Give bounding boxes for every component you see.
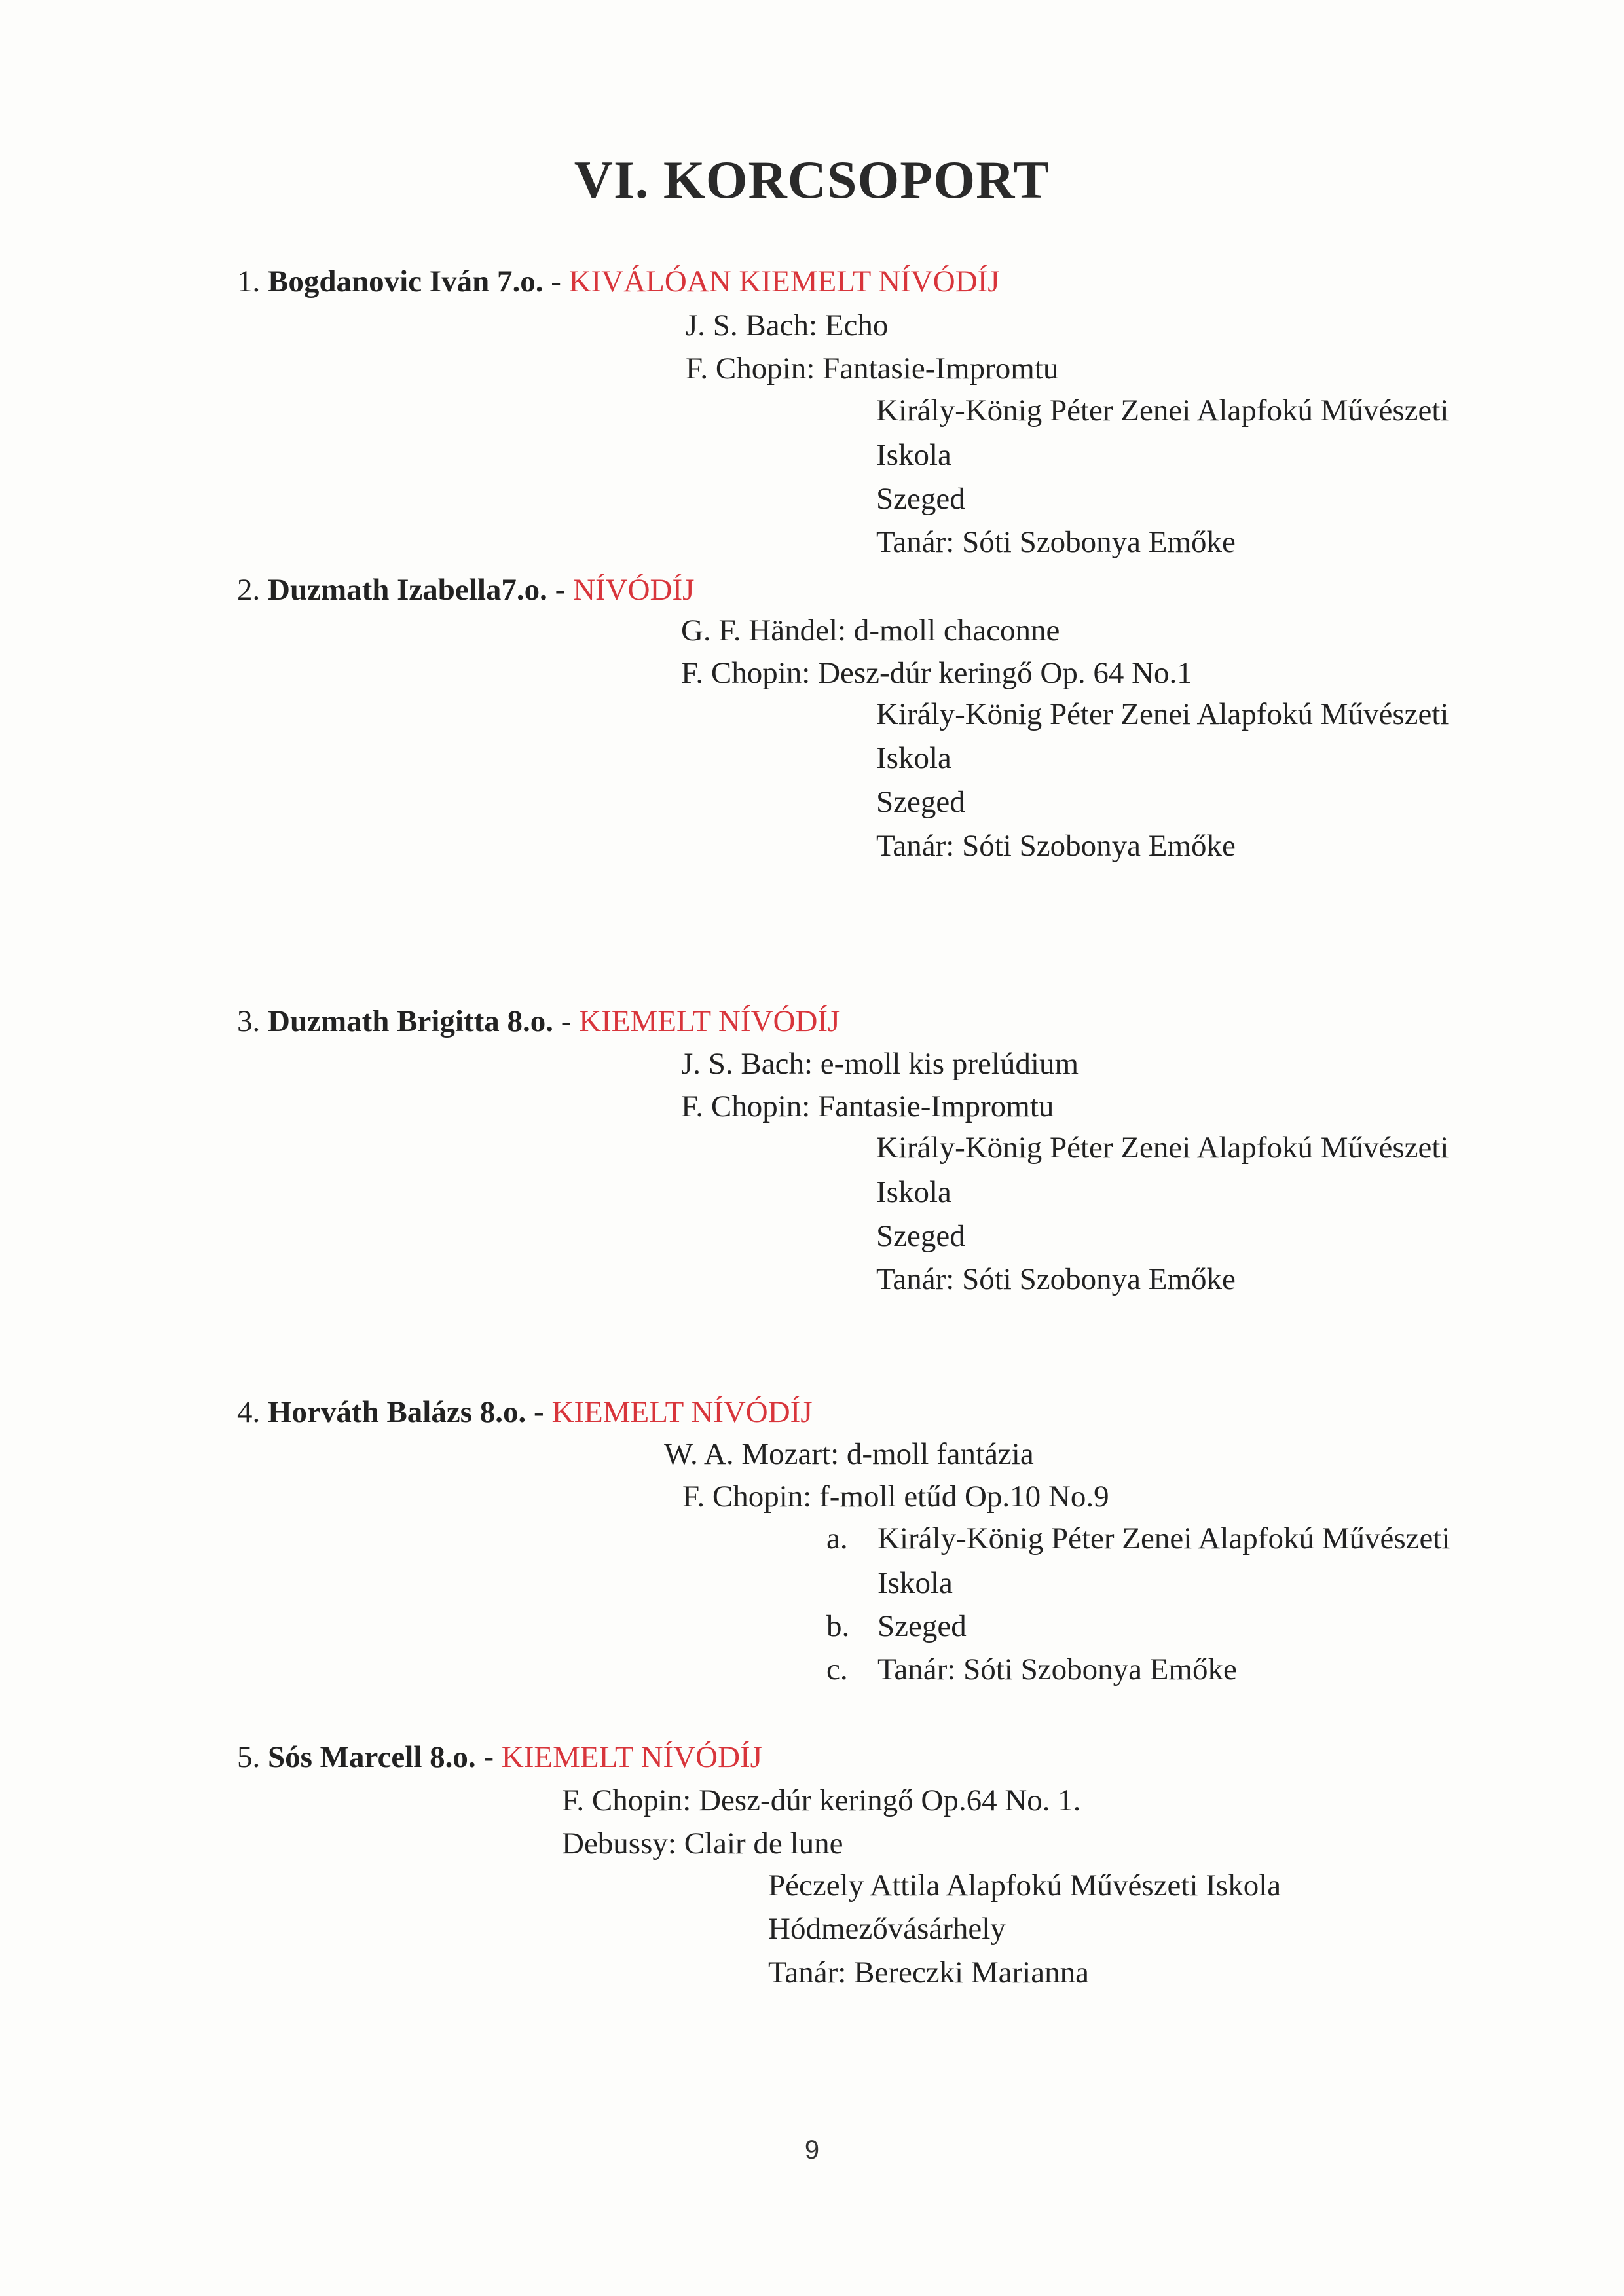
school-text: Király-König Péter Zenei Alapfokú Művészeti xyxy=(877,1522,1450,1556)
school-line xyxy=(826,1520,1450,1557)
school-line: Király-König Péter Zenei Alapfokú Művészeti xyxy=(876,1131,1449,1165)
piece-line: F. Chopin: Desz-dúr keringő Op.64 No. 1. xyxy=(562,1783,1081,1817)
entry-number: 3. xyxy=(237,1004,261,1038)
award-label: KIEMELT NÍVÓDÍJ xyxy=(579,1004,840,1038)
student-name: Horváth Balázs 8.o. xyxy=(268,1395,526,1429)
city-line: Szeged xyxy=(876,482,965,516)
teacher-line xyxy=(826,1651,1237,1688)
entry-heading xyxy=(237,1003,840,1040)
entry-number: 4. xyxy=(237,1395,261,1429)
entry-heading xyxy=(237,1739,762,1776)
school-line: Iskola xyxy=(876,1175,951,1209)
school-line: Iskola xyxy=(877,1566,953,1600)
award-label: NÍVÓDÍJ xyxy=(573,573,695,607)
entry-number: 1. xyxy=(237,264,261,299)
city-line: Szeged xyxy=(876,1219,965,1253)
teacher-text: Tanár: Sóti Szobonya Emőke xyxy=(877,1652,1237,1686)
school-line: Péczely Attila Alapfokú Művészeti Iskola xyxy=(768,1868,1282,1903)
separator: - xyxy=(553,1004,580,1038)
city-line xyxy=(826,1608,967,1645)
piece-line: W. A. Mozart: d-moll fantázia xyxy=(664,1437,1034,1471)
page-number: 9 xyxy=(804,2136,820,2164)
award-label: KIVÁLÓAN KIEMELT NÍVÓDÍJ xyxy=(568,264,1000,299)
list-marker: a. xyxy=(826,1522,848,1556)
piece-line: G. F. Händel: d-moll chaconne xyxy=(681,613,1060,647)
separator: - xyxy=(526,1395,552,1429)
entry-heading xyxy=(237,263,1000,300)
award-label: KIEMELT NÍVÓDÍJ xyxy=(501,1740,762,1774)
list-marker: c. xyxy=(826,1652,848,1686)
city-text: Szeged xyxy=(877,1609,967,1643)
teacher-line: Tanár: Sóti Szobonya Emőke xyxy=(876,1262,1236,1296)
award-label: KIEMELT NÍVÓDÍJ xyxy=(551,1395,813,1429)
piece-line: J. S. Bach: Echo xyxy=(686,308,889,342)
piece-line: F. Chopin: Fantasie-Impromtu xyxy=(686,352,1059,386)
entry-number: 2. xyxy=(237,573,261,607)
school-line: Iskola xyxy=(876,438,951,472)
student-name: Bogdanovic Iván 7.o. xyxy=(268,264,544,299)
teacher-line: Tanár: Sóti Szobonya Emőke xyxy=(876,829,1236,863)
student-name: Duzmath Izabella7.o. xyxy=(268,573,547,607)
teacher-line: Tanár: Sóti Szobonya Emőke xyxy=(876,525,1236,559)
entry-number: 5. xyxy=(237,1740,261,1774)
school-line: Iskola xyxy=(876,741,951,775)
list-marker: b. xyxy=(826,1609,850,1643)
separator: - xyxy=(547,573,574,607)
school-line: Király-König Péter Zenei Alapfokú Művészeti xyxy=(876,393,1449,428)
piece-line: F. Chopin: Desz-dúr keringő Op. 64 No.1 xyxy=(681,656,1192,690)
city-line: Hódmezővásárhely xyxy=(768,1912,1006,1946)
separator: - xyxy=(543,264,569,299)
student-name: Sós Marcell 8.o. xyxy=(268,1740,476,1774)
school-line: Király-König Péter Zenei Alapfokú Művészeti xyxy=(876,697,1449,731)
separator: - xyxy=(475,1740,502,1774)
entry-heading xyxy=(237,572,694,608)
piece-line: Debussy: Clair de lune xyxy=(562,1827,843,1861)
piece-line: J. S. Bach: e-moll kis prelúdium xyxy=(681,1047,1079,1081)
city-line: Szeged xyxy=(876,785,965,819)
teacher-line: Tanár: Bereczki Marianna xyxy=(768,1956,1089,1990)
entry-heading xyxy=(237,1394,813,1430)
piece-line: F. Chopin: Fantasie-Impromtu xyxy=(681,1089,1054,1123)
student-name: Duzmath Brigitta 8.o. xyxy=(268,1004,554,1038)
page-title: VI. KORCSOPORT xyxy=(574,150,1050,210)
piece-line: F. Chopin: f-moll etűd Op.10 No.9 xyxy=(682,1480,1109,1514)
